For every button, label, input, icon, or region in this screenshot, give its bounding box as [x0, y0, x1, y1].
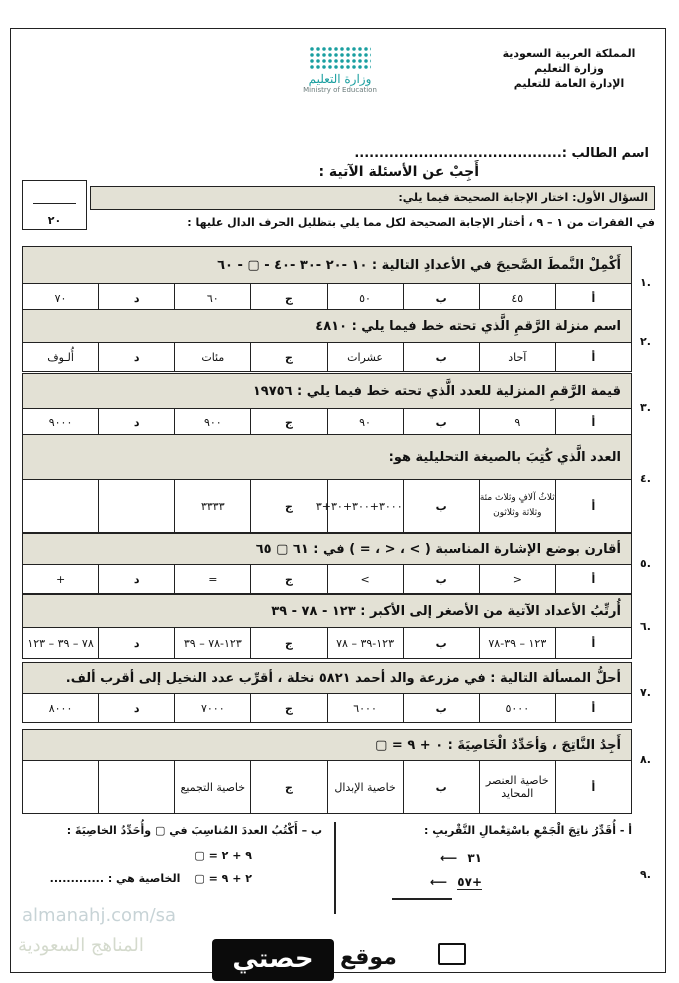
option-value[interactable]: =: [175, 565, 251, 594]
question-4: [22, 434, 632, 533]
score-line: [33, 203, 76, 204]
option-letter[interactable]: ب: [403, 480, 479, 533]
option-value[interactable]: ٨٠٠٠: [23, 694, 99, 723]
option-letter[interactable]: ج: [251, 628, 327, 659]
option-value[interactable]: ٧٨ – ٣٩ – ١٢٣: [23, 628, 99, 659]
option-value[interactable]: ١٢٣-٣٩ – ٧٨: [327, 628, 403, 659]
option-value[interactable]: ١٢٣-٧٨ – ٣٩: [175, 628, 251, 659]
question-1: [22, 246, 632, 313]
option-value[interactable]: ٣٠٠٠+٣٠٠+٣٠+٣: [327, 480, 403, 533]
option-value[interactable]: <: [479, 565, 555, 594]
option-value[interactable]: ١٢٣ – ٣٩-٧٨: [479, 628, 555, 659]
option-letter[interactable]: د: [99, 284, 175, 313]
option-letter[interactable]: د: [99, 409, 175, 436]
watermark-site: المناهج السعودية: [18, 935, 144, 956]
question-stem: أَكْمِلْ النَّمطَ الصَّحيحَ في الأعدادِ التالية : ١٠ -٢٠ -٣٠ -٤٠ - ▢ - ٦٠: [23, 247, 632, 284]
arrow-left-icon: ⟵: [429, 875, 448, 889]
instructions: في الفقرات من ١ – ٩ ، أختار الإجابة الصحيحة لكل مما يلي بتظليل الحرف الدال عليها :: [187, 216, 655, 229]
score-total: ٢٠: [47, 214, 62, 227]
option-value[interactable]: خاصية الإبدال: [327, 761, 403, 814]
ministry-header: [489, 46, 649, 91]
option-value[interactable]: ٩٠٠٠: [23, 409, 99, 436]
section-title: السؤال الأول: اختار الإجابة الصحيحة فيما يلي:: [90, 186, 655, 210]
q9-a-line: [352, 875, 482, 889]
question-5: [22, 533, 632, 594]
option-letter[interactable]: ج: [251, 284, 327, 313]
option-value[interactable]: ٧٠: [23, 284, 99, 313]
question-number: .٢: [640, 335, 651, 348]
q9-b-equation[interactable]: ٩ + ٢ = ▢: [194, 849, 252, 862]
question-number: .٣: [640, 401, 651, 414]
q9-part-b: [22, 824, 322, 885]
option-letter[interactable]: ج: [251, 694, 327, 723]
logo-english-text: Ministry of Education: [303, 86, 377, 94]
option-letter[interactable]: ب: [403, 694, 479, 723]
option-value[interactable]: أُلـوف: [23, 343, 99, 372]
question-number: .٦: [640, 620, 651, 633]
answer-instruction: أَجِبْ عن الأسئلة الآتية :: [318, 164, 479, 180]
option-letter[interactable]: د: [99, 565, 175, 594]
option-value[interactable]: خاصية التجميع: [175, 761, 251, 814]
arrow-left-icon: ⟵: [439, 851, 458, 865]
option-value[interactable]: ٩٠: [327, 409, 403, 436]
question-3: [22, 373, 632, 436]
student-name-field[interactable]: اسم الطالب :..........................................: [354, 146, 649, 161]
q9-a-title: أ - أُقَدِّرُ ناتِجَ الْجَمْعِ باسْتِعْمالِ التَّقْريبِ :: [424, 824, 632, 837]
option-value[interactable]: ٧٠٠٠: [175, 694, 251, 723]
brand-big: حصتي: [212, 939, 334, 981]
question-stem: أحلُّ المسألة التالية : في مزرعة والد أحمد ٥٨٢١ نخلة ، أقرِّب عدد النخيل إلى أقرب ألف.: [23, 663, 632, 694]
question-stem: أقارن بوضع الإشارة المناسبة ( > ، < ، = ) في : ٦١ ▢ ٦٥: [23, 534, 632, 565]
divider: [334, 822, 336, 914]
option-value[interactable]: [23, 480, 99, 533]
option-letter[interactable]: أ: [555, 284, 631, 313]
logo-arabic-text: وزارة التعليم: [308, 72, 372, 86]
option-letter[interactable]: ب: [403, 628, 479, 659]
question-stem: قيمة الرَّقمِ المنزلية للعدد الَّذي تحته خط فيما يلي : ١٩٧٥٦: [23, 374, 632, 409]
q9-part-a: [352, 824, 632, 889]
option-letter[interactable]: [99, 761, 175, 814]
ministry-logo: [285, 46, 395, 102]
option-value[interactable]: ٦٠: [175, 284, 251, 313]
hissati-logo: [212, 937, 468, 983]
header-line: المملكة العربية السعودية: [502, 47, 636, 60]
option-letter[interactable]: ب: [403, 343, 479, 372]
option-value[interactable]: ٥٠٠٠: [479, 694, 555, 723]
option-letter[interactable]: أ: [555, 694, 631, 723]
option-value[interactable]: +: [23, 565, 99, 594]
logo-dots-icon: [309, 46, 371, 70]
option-value[interactable]: ٣٣٣٣: [175, 480, 251, 533]
q9-b-row: [22, 872, 252, 885]
question-number: .٥: [640, 557, 651, 570]
option-value[interactable]: ٩: [479, 409, 555, 436]
option-letter[interactable]: أ: [555, 761, 631, 814]
watermark-url: almanahj.com/sa: [22, 905, 177, 926]
question-number: .٨: [640, 753, 651, 766]
question-stem: اسم منزلة الرَّقمِ الَّذي تحته خط فيما يلي : ٤٨١٠: [23, 310, 632, 343]
option-letter[interactable]: [99, 480, 175, 533]
option-value[interactable]: ٩٠٠: [175, 409, 251, 436]
question-2: [22, 309, 632, 372]
option-letter[interactable]: ج: [251, 761, 327, 814]
option-letter[interactable]: أ: [555, 480, 631, 533]
question-number: .١: [640, 276, 651, 289]
q9-a-number: ٣١: [467, 851, 482, 865]
question-number: .٤: [640, 472, 651, 485]
header-line: الإدارة العامة للتعليم: [513, 77, 625, 90]
option-value[interactable]: ٥٠: [327, 284, 403, 313]
question-number: .٧: [640, 686, 651, 699]
option-letter[interactable]: ج: [251, 480, 327, 533]
answer-line: [392, 898, 452, 900]
option-value[interactable]: خاصية العنصر المحايد: [479, 761, 555, 814]
question-8: [22, 729, 632, 814]
option-letter[interactable]: د: [99, 628, 175, 659]
option-letter[interactable]: أ: [555, 343, 631, 372]
brand-small: موقع: [340, 945, 397, 970]
question-number: .٩: [640, 868, 651, 881]
header-line: وزارة التعليم: [534, 62, 604, 75]
q9-b-title: ب – أَكْتُبُ العددَ المُناسِبَ في ▢ وأُحَدِّدُ الخاصِيَةَ :: [66, 824, 322, 837]
option-letter[interactable]: أ: [555, 409, 631, 436]
question-stem: العدد الَّذي كُتِبَ بالصيغة التحليلية هو:: [23, 435, 632, 480]
q9-b-property[interactable]: الخاصية هي : .............: [49, 872, 181, 885]
option-letter[interactable]: ب: [403, 761, 479, 814]
q9-a-line: [352, 851, 482, 865]
option-value[interactable]: >: [327, 565, 403, 594]
question-stem: أُرتِّبُ الأعداد الآتية من الأصغر إلى الأكبر : ١٢٣ - ٧٨ - ٣٩: [23, 595, 632, 628]
option-value[interactable]: عشرات: [327, 343, 403, 372]
option-letter[interactable]: د: [99, 343, 175, 372]
question-9: [22, 818, 632, 918]
question-stem: أَجِدُ النَّاتِجَ ، وَأحَدِّدُ الْخَاصِيَةَ : ٠ + ٩ = ▢: [23, 730, 632, 761]
option-letter[interactable]: ب: [403, 284, 479, 313]
option-letter[interactable]: ج: [251, 565, 327, 594]
q9-a-number: +٥٧: [457, 875, 482, 889]
question-6: [22, 594, 632, 659]
option-letter[interactable]: ج: [251, 409, 327, 436]
option-value[interactable]: [23, 761, 99, 814]
option-value[interactable]: ثلاثُ آلافٍ وثلاث مئة وثلاثة وثلاثون: [479, 480, 555, 533]
monitor-icon: [438, 943, 466, 965]
option-letter[interactable]: ج: [251, 343, 327, 372]
option-letter[interactable]: أ: [555, 565, 631, 594]
option-value[interactable]: ٦٠٠٠: [327, 694, 403, 723]
option-letter[interactable]: ب: [403, 565, 479, 594]
question-7: [22, 662, 632, 723]
option-value[interactable]: آحاد: [479, 343, 555, 372]
q9-b-equation[interactable]: ٢ + ٩ = ▢: [194, 872, 252, 885]
option-letter[interactable]: أ: [555, 628, 631, 659]
option-letter[interactable]: ب: [403, 409, 479, 436]
option-letter[interactable]: د: [99, 694, 175, 723]
option-value[interactable]: مئات: [175, 343, 251, 372]
option-value[interactable]: ٤٥: [479, 284, 555, 313]
